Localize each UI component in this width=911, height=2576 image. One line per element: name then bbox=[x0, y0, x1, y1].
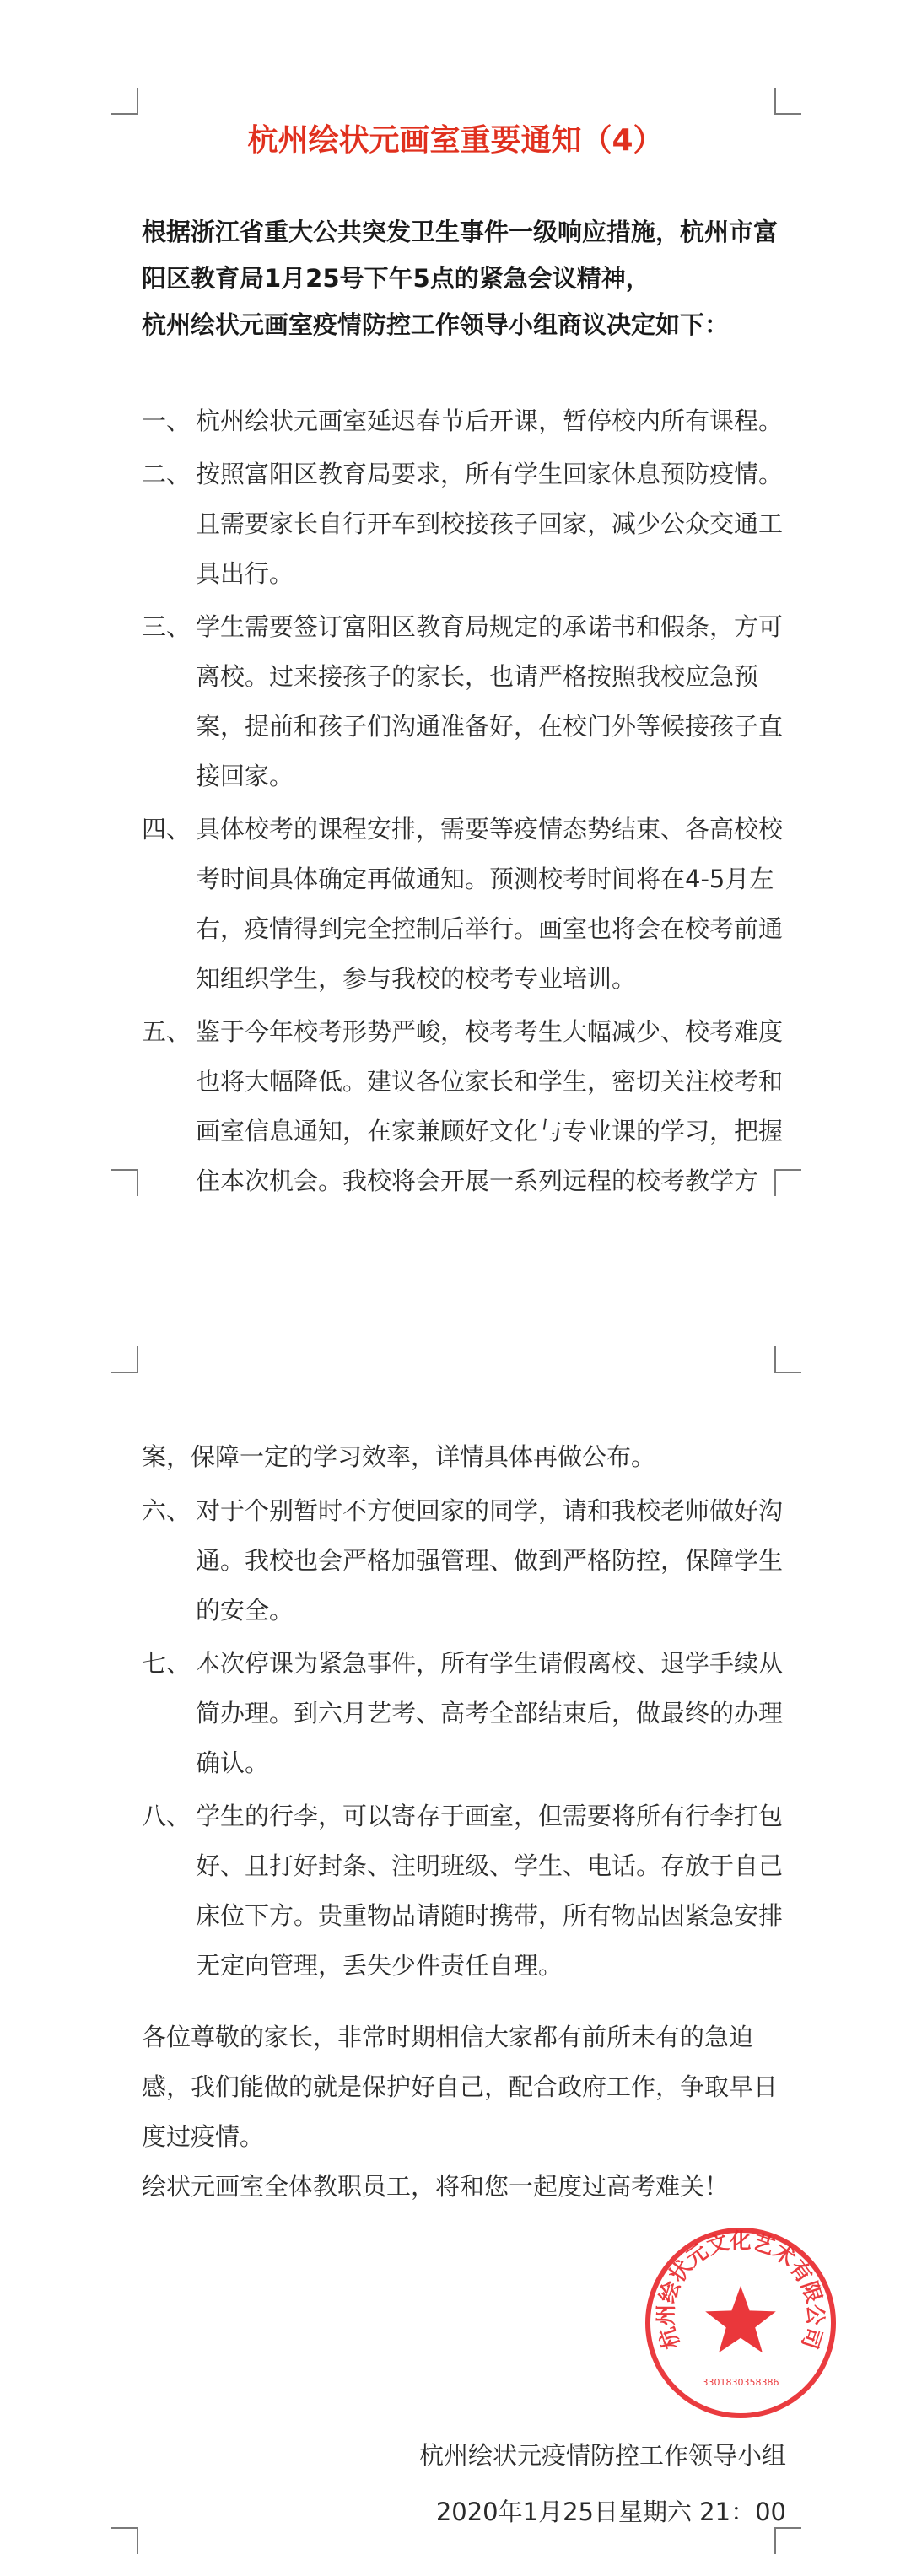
item-text: 鉴于今年校考形势严峻，校考考生大幅减少、校考难度也将大幅降低。建议各位家长和学生，密切关注校考和画室信息通知，在家兼顾好文化与专业课的学习，把握住本次机会。我校将会开展一系列远程的校考教学方 bbox=[196, 1017, 784, 1195]
item-text: 学生的行李，可以寄存于画室，但需要将所有行李打包好、且打好封条、注明班级、学生、电话。存放于自己床位下方。贵重物品请随时携带，所有物品因紧急安排无定向管理，丢失少件责任自理。 bbox=[196, 1802, 784, 1980]
notice-item bbox=[142, 602, 800, 801]
closing-paragraph bbox=[142, 2013, 783, 2212]
intro-paragraph bbox=[142, 209, 783, 348]
intro-line: 杭州绘状元画室疫情防控工作领导小组商议决定如下： bbox=[142, 310, 730, 339]
closing-line: 绘状元画室全体教职员工，将和您一起度过高考难关！ bbox=[142, 2172, 730, 2201]
item-text: 本次停课为紧急事件，所有学生请假离校、退学手续从简办理。到六月艺考、高考全部结束后，做最终的办理确认。 bbox=[196, 1649, 784, 1777]
crop-mark-bottom-left bbox=[111, 2527, 138, 2554]
crop-mark-bottom-right bbox=[774, 2527, 801, 2554]
item-text: 学生需要签订富阳区教育局规定的承诺书和假条，方可离校。过来接孩子的家长，也请严格按照我校应急预案，提前和孩子们沟通准备好，在校门外等候接孩子直接回家。 bbox=[196, 612, 784, 790]
crop-mark-bottom-left bbox=[111, 1169, 138, 1196]
item-text: 具体校考的课程安排，需要等疫情态势结束、各高校校考时间具体确定再做通知。预测校考时间将在4-5月左右，疫情得到完全控制后举行。画室也将会在校考前通知组织学生，参与我校的校考专业培训。 bbox=[196, 815, 784, 993]
item-number: 六、 bbox=[142, 1496, 191, 1525]
notice-items-page-2 bbox=[142, 1486, 800, 1994]
intro-line: 根据浙江省重大公共突发卫生事件一级响应措施，杭州市富 bbox=[142, 218, 779, 246]
item-number: 二、 bbox=[142, 460, 191, 488]
notice-item bbox=[142, 396, 800, 446]
crop-mark-top-right bbox=[774, 1346, 801, 1373]
item-text: 对于个别暂时不方便回家的同学，请和我校老师做好沟通。我校也会严格加强管理、做到严格防控，保障学生的安全。 bbox=[196, 1496, 784, 1625]
notice-item bbox=[142, 1486, 800, 1636]
notice-item bbox=[142, 1639, 800, 1788]
crop-mark-top-right bbox=[774, 88, 801, 115]
notice-item bbox=[142, 1792, 800, 1991]
item-continuation: 案，保障一定的学习效率，详情具体再做公布。 bbox=[142, 1442, 656, 1471]
crop-mark-top-left bbox=[111, 1346, 138, 1373]
notice-items-page-1 bbox=[142, 396, 800, 1210]
notice-item bbox=[142, 805, 800, 1004]
seal-star-icon bbox=[705, 2286, 776, 2352]
notice-item bbox=[142, 450, 800, 599]
closing-line: 各位尊敬的家长，非常时期相信大家都有前所未有的急迫感，我们能做的就是保护好自己，配合政府工作，争取早日度过疫情。 bbox=[142, 2023, 779, 2151]
notice-title: 杭州绘状元画室重要通知（4） bbox=[247, 123, 664, 158]
intro-line: 阳区教育局1月25号下午5点的紧急会议精神， bbox=[142, 264, 650, 293]
notice-item bbox=[142, 1007, 800, 1206]
signer-name: 杭州绘状元疫情防控工作领导小组 bbox=[418, 2441, 786, 2470]
item-number: 八、 bbox=[142, 1802, 191, 1830]
item-number: 七、 bbox=[142, 1649, 191, 1678]
seal-number: 3301830358386 bbox=[702, 2377, 779, 2388]
notice-date: 2020年1月25日星期六 21：00 bbox=[435, 2498, 786, 2526]
official-seal-stamp bbox=[643, 2225, 838, 2421]
crop-mark-top-left bbox=[111, 88, 138, 115]
item-number: 五、 bbox=[142, 1017, 191, 1046]
item-number: 四、 bbox=[142, 815, 191, 843]
item-text: 杭州绘状元画室延迟春节后开课，暂停校内所有课程。 bbox=[196, 407, 784, 435]
seal-text: 杭州绘状元文化艺术有限公司 bbox=[653, 2228, 828, 2352]
item-number: 一、 bbox=[142, 407, 191, 435]
item-number: 三、 bbox=[142, 612, 191, 641]
item-text: 按照富阳区教育局要求，所有学生回家休息预防疫情。且需要家长自行开车到校接孩子回家，减少公众交通工具出行。 bbox=[196, 460, 784, 588]
